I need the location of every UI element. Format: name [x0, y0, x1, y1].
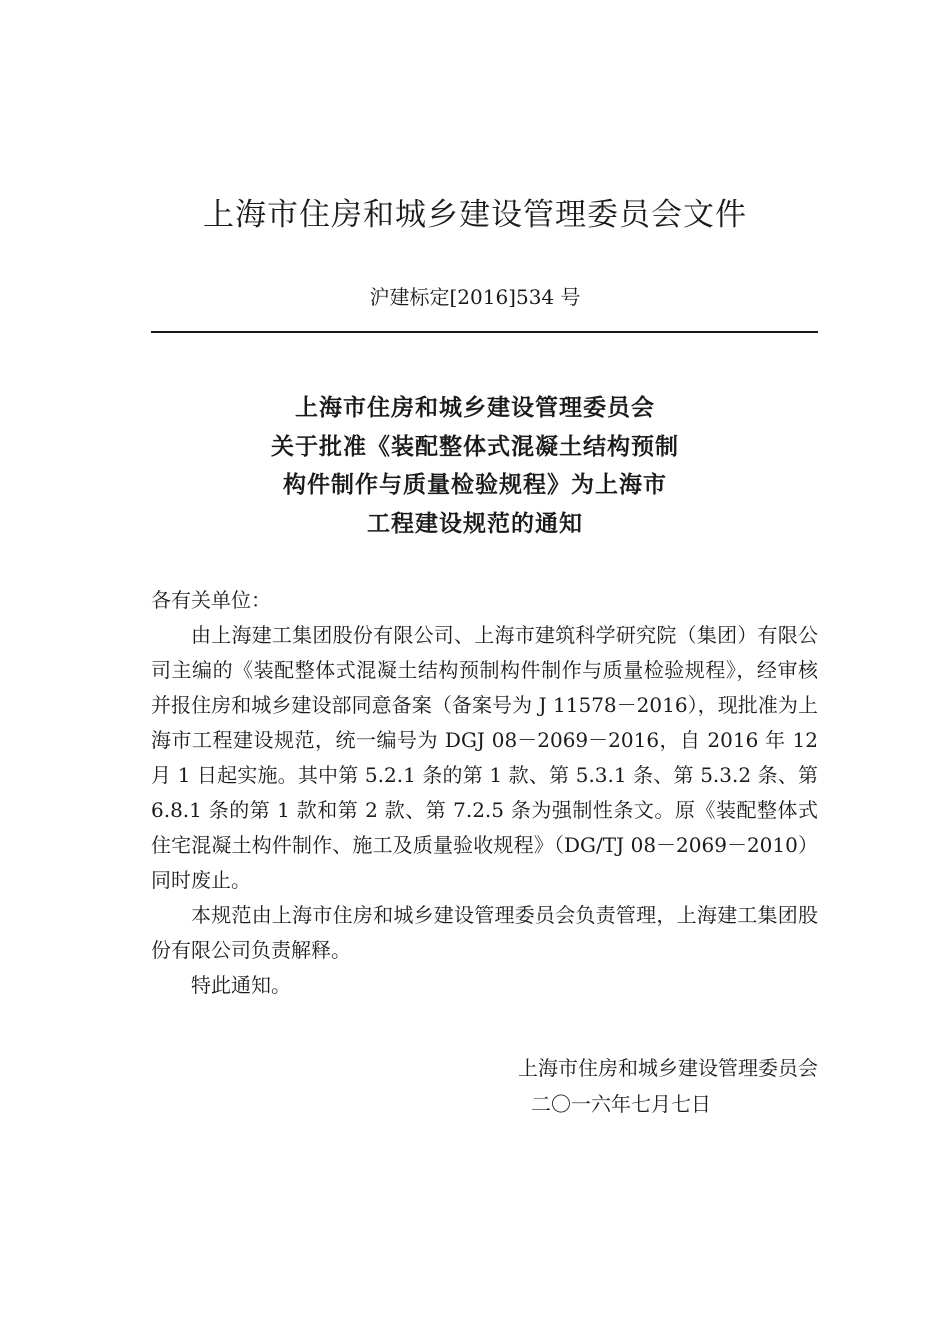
body-paragraph: 本规范由上海市住房和城乡建设管理委员会负责管理，上海建工集团股份有限公司负责解释。 [151, 903, 818, 962]
notice-title [0, 389, 950, 543]
notice-title-line: 上海市住房和城乡建设管理委员会 [295, 395, 655, 421]
signature-date: 二〇一六年七月七日 [531, 1092, 711, 1116]
notice-title-line: 构件制作与质量检验规程》为上海市 [283, 472, 667, 498]
signature-issuer: 上海市住房和城乡建设管理委员会 [518, 1056, 818, 1080]
issuer-file-header: 上海市住房和城乡建设管理委员会文件 [203, 197, 747, 233]
body-paragraph: 由上海建工集团股份有限公司、上海市建筑科学研究院（集团）有限公司主编的《装配整体式混凝土结构预制构件制作与质量检验规程》，经审核并报住房和城乡建设部同意备案（备案号为 J 11578－2016），现批准为上海市工程建设规范，统一编号为 DGJ 08－2069－2016，自 2016 年 12 月 1 日起实施。其中第 5.2.1 条的第 1 款、第 5.3.1 条、第 5.3.2 条、第 6.8.1 条的第 1 款和第 2 款、第 7.2.5 条为强制性条文。原《装配整体式住宅混凝土构件制作、施工及质量验收规程》（DG/TJ 08－2069－2010）同时废止。 [151, 623, 818, 892]
body-paragraph: 特此通知。 [191, 973, 291, 997]
notice-title-line: 关于批准《装配整体式混凝土结构预制 [271, 433, 679, 460]
salutation: 各有关单位： [151, 588, 271, 612]
notice-title-line: 工程建设规范的通知 [367, 510, 583, 537]
notice-body [151, 583, 818, 1003]
header-divider [151, 331, 818, 333]
document-number: 沪建标定[2016]534 号 [369, 285, 581, 309]
